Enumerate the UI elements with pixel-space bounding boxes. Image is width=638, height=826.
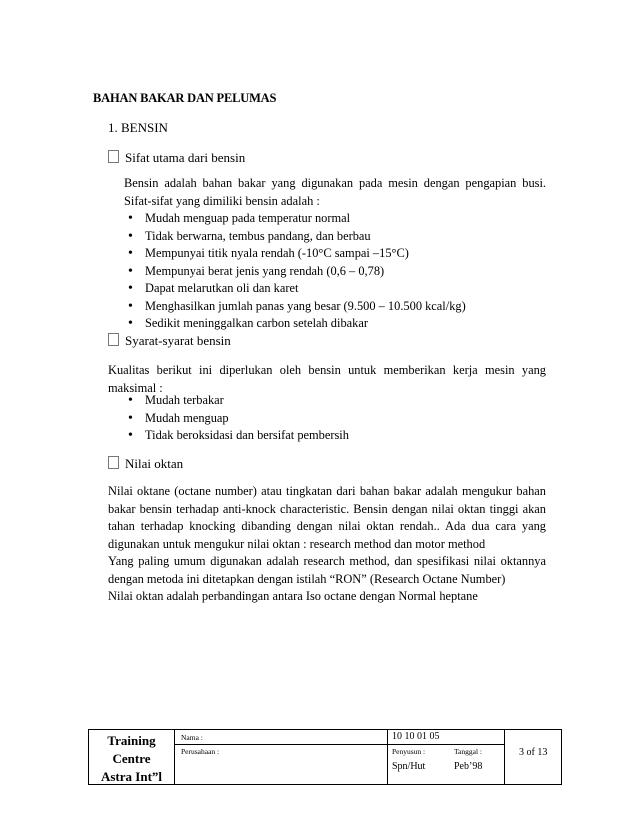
subsection-syarat xyxy=(108,333,231,349)
document-code: 10 10 01 05 xyxy=(392,731,440,742)
perusahaan-label: Perusahaan : xyxy=(181,747,220,756)
oktan-paragraph-2: Yang paling umum digunakan adalah research method, dan spesifikasi nilai oktannya dengan metoda ini ditetapkan dengan istilah “RON” (Research Octane Number) xyxy=(108,554,546,586)
footer-name-cell xyxy=(175,730,388,784)
oktan-paragraph-1: Nilai oktane (octane number) atau tingkatan dari bahan bakar adalah mengukur bahan bakar bensin terhadap anti-knock characteristic. Bensin dengan nilai oktan tinggi akan tahan terhadap knocking dibanding dengan nilai oktan rendah.. Ada dua cara yang digunakan untuk mengukur nilai oktan : research method dan motor method xyxy=(108,484,546,551)
list-item: • Tidak berwarna, tembus pandang, dan berbau xyxy=(124,228,466,246)
org-line-2: Centre xyxy=(112,751,151,766)
intro-line: Bensin adalah bahan bakar yang digunakan pada mesin dengan pengapian busi. xyxy=(124,176,546,190)
footer-code-cell xyxy=(388,730,505,784)
sifat-list xyxy=(124,210,466,333)
nama-label: Nama : xyxy=(181,733,203,742)
oktan-paragraph-3: Nilai oktan adalah perbandingan antara Iso octane dengan Normal heptane xyxy=(108,589,478,603)
subsection-title: Sifat utama dari bensin xyxy=(125,150,246,165)
list-item: • Mempunyai titik nyala rendah (-10°C sampai –15°C) xyxy=(124,245,466,263)
intro-line-2: Sifat-sifat yang dimiliki bensin adalah : xyxy=(124,193,320,208)
list-item: • Mempunyai berat jenis yang rendah (0,6 – 0,78) xyxy=(124,263,466,281)
list-item: • Mudah terbakar xyxy=(124,392,349,410)
list-item: • Menghasilkan jumlah panas yang besar (9.500 – 10.500 kcal/kg) xyxy=(124,298,466,316)
sifat-intro xyxy=(124,175,546,210)
penyusun-label: Penyusun : xyxy=(392,747,426,756)
footer-org-cell xyxy=(89,730,175,784)
org-line-1: Training xyxy=(107,733,156,748)
list-item: • Tidak beroksidasi dan bersifat pembersih xyxy=(124,427,349,445)
section-title: 1. BENSIN xyxy=(108,120,168,135)
list-item: • Mudah menguap pada temperatur normal xyxy=(124,210,466,228)
penyusun-value: Spn/Hut xyxy=(392,761,426,772)
syarat-list xyxy=(124,392,349,445)
list-item: • Sedikit meninggalkan carbon setelah dibakar xyxy=(124,315,466,333)
subsection-oktan xyxy=(108,456,183,472)
tanggal-label: Tanggal : xyxy=(454,747,483,756)
checkbox-bullet-icon xyxy=(108,333,119,346)
footer-table xyxy=(88,729,562,785)
org-line-3: Astra Int”l xyxy=(100,769,163,784)
checkbox-bullet-icon xyxy=(108,456,119,469)
list-item: • Dapat melarutkan oli dan karet xyxy=(124,280,466,298)
page-number: 3 of 13 xyxy=(519,747,548,758)
list-item: • Mudah menguap xyxy=(124,410,349,428)
syarat-intro: Kualitas berikut ini diperlukan oleh bensin untuk memberikan kerja mesin yang maksimal : xyxy=(108,363,546,395)
page-heading: BAHAN BAKAR DAN PELUMAS xyxy=(93,91,277,105)
checkbox-bullet-icon xyxy=(108,150,119,163)
oktan-body xyxy=(108,483,546,606)
subsection-title: Nilai oktan xyxy=(125,456,184,471)
subsection-sifat-utama xyxy=(108,150,245,166)
subsection-title: Syarat-syarat bensin xyxy=(125,333,231,348)
tanggal-value: Peb’98 xyxy=(454,761,483,772)
